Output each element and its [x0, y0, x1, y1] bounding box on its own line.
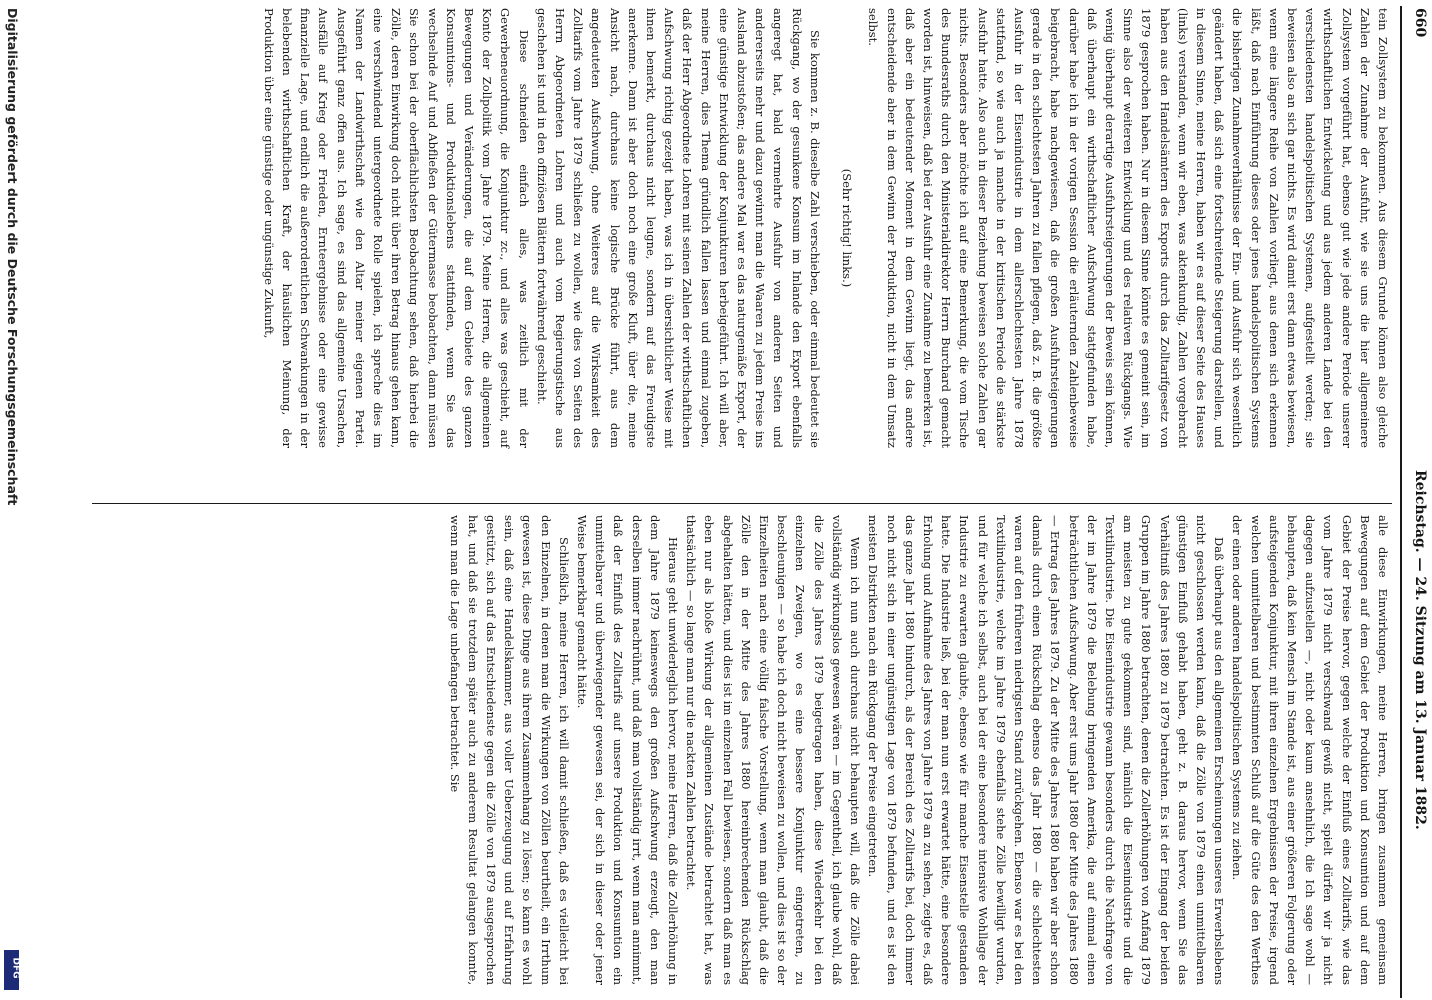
page-title: Reichstag. — 24. Sitzung am 13. Januar 1882. — [1412, 470, 1428, 830]
paragraph: alle diese Einwirkungen, meine Herren, bringen zusammen gemeinsam Bewegungen auf dem Gebiet der Produktion und Konsumtion und auf dem Gebiet der Preise hervor, gegen welche der Einfluß eines Zolltarifs, wie das vom Jahre 1879 nicht verschwand gewiß nicht, spielt dürfen wir ja nicht dagegen aufzustellen —, nicht oder kaum ansehnlich, die Ich sage wohl — behaupten, daß kein Mensch im Stande ist, aus einer größeren Folgerung oder aufsteigenden Konjunktur, mit ihren einzelnen Ergebnissen der Preise, irgend welchen unmittelbaren und bestimmten Schluß auf die Güte des den Werthes der einen oder anderen handelspolitischen Systems zu ziehen. — [1230, 515, 1390, 985]
column-divider — [92, 503, 1392, 504]
page-header — [1406, 0, 1432, 1000]
paragraph: tein Zollsystem zu bekommen. Aus diesem Grunde können also gleiche Zahlen der Zunahme der Ausfuhr, wie sie uns die hier allgemeinere Zollsystem vorgeführt hat, ebenso gut wie jede andere Periode unserer wirthschaftlichen Entwickelung und aus jedem anderen Lande bei den verschiedensten handelspolitischen Systemen, aufgestellt werden; sie beweisen also an sich gar nichts. Es wird damit erst dann etwas bewiesen, wenn eine längere Reihe von Zahlen vorliegt, aus denen sich erkennen läßt, daß nach Einführung dieses oder jenes handelspolitischen Systems die bisherigen Zunahmeverhältnisse der Ein- und Ausfuhr sich wesentlich geändert haben, daß sich eine fortschreitende Steigerung darstellen, und in diesem Sinne, meine Herren, haben wir es auf dieser Seite des Hauses (links) verstanden, wenn wir eben, was aktenkundig, Zahlen vorgebracht haben aus den Handelsämtern des Exports durch das Zolltarifgesetz von 1879 gesprochen haben. Nur in diesem Sinne könnte es gemeint sein, im Sinne also der weiteren Entwicklung und des relativen Rückgangs. Wie wenig überhaupt derartige Ausfuhrsteigerungen der Beweis sein können, daß überhaupt ein wirthschaftlicher Aufschwung stattgefunden habe, darüber habe ich in der vorigen Session die erläuternden Zahlenbeweise beigebracht, habe nachgewiesen, daß die großen Ausfuhrsteigerungen gerade in den schlechtesten Jahren zu fallen pflegen, daß z. B. die größte Ausfuhr in der Eisenindustrie in dem allerschlechtesten Jahre 1878 stattfand, so wie auch ja manche in der kritischen Periode die stärkste Ausfuhr hatte. Also auch in dieser Beziehung beweisen solche Zahlen gar nichts. Besonders aber möchte ich auf eine Bemerkung, die vom Tische des Bundesraths durch den Ministerialdirektor Herrn Burchard gemacht worden ist, hinweisen, daß bei der Ausfuhr eine Zunahme zu bemerken ist, daß aber ein bedeutender Moment in dem Gewinn liegt, das andere entscheidende aber in dem Gewinn der Produktion, nicht in dem Umsatz selbst. — [866, 8, 1390, 448]
footer-text: Digitalisierung gefördert durch die Deutsche Forschungsgemeinschaft — [5, 8, 20, 506]
closing-remark: (Sehr richtig! links.) — [840, 168, 855, 288]
paragraph: Schließlich, meine Herren, ich will damit schließen, daß es vielleicht bei den Einzelnen, in denen man die Wirkungen von Zöllen beurtheilt, ein Irrthum gewesen ist, diese Dinge aus ihrem Zusammenhang zu lösen; so kann es wohl sein, daß eine Handelskammer, aus voller Ueberzeugung und auf Erfahrung gestützt, sich auf das Entschiedenste gegen die Zölle von 1879 ausgesprochen hat, und daß sie trotzdem später auch zu anderem Resultat gelangen konnte, wenn man die Lage unbefangen betrachtet. Sie — [447, 515, 571, 985]
paragraph: Wenn ich nun auch durchaus nicht behaupten will, daß die Zölle dabei vollständig wirkungslos gewesen wären — im Gegentheil, ich glaube wohl, daß die Zölle des Jahres 1879 beigetragen haben, diese Wiederkehr bei den einzelnen Zweigen, wo es eine bessere Konjunktur eingetreten, zu beschleunigen — so habe ich doch nicht beweisen zu wollen, und dies ist so der Einzelheiten nach eine völlig falsche Vorstellung, wenn man glaubt, daß die Zölle den in der Mitte des Jahres 1880 hereinbrechenden Rückschlag abgehalten hätten, und dies ist im einzelnen Fall bewiesen, sondern daß man es eben nur als bloße Wirkung der allgemeinen Zustände betrachtet hat, was thatsächlich — so lange man nur die nackten Zahlen betrachtet. — [684, 515, 863, 985]
paragraph: Daß überhaupt aus den allgemeinen Erscheinungen unseres Erwerbslebens nicht geschlossen werden kann, daß die Zölle von 1879 einen unmittelbaren günstigen Einfluß gehabt haben, geht z. B. daraus hervor, wenn Sie das Verhältniß des Jahres 1880 zu 1879 betrachten. Es ist der Eingang der beiden Gruppen im Jahre 1880 betrachten, denen die Zollerhöhungen von Anfang 1879 am meisten zu gute gekommen sind, nämlich die Eisenindustrie und die Textilindustrie. Die Eisenindustrie gewann besonders durch die Nachfrage von der im Jahre 1879 die Belebung bringenden Amerika, die auf einmal einen beträchtlichen Aufschwung. Aber erst ums Jahr 1880 der Mitte des Jahres 1880 — Ertrag des Jahres 1879. Zu der Mitte des Jahres 1880 haben wir aber schon damals durch einen Rückschlag ebenso das Jahr 1880 — die schlechtesten waren auf den früheren niedrigsten Stand zurückgehen. Ebenso war es bei den Textilindustrie, welche im Jahre 1879 ebenfalls stehe Zölle bewilligt wurden, und für welche ich selbst, auch bei der eine besondere intensive Wohllage der Industrie zu erwarten glaubte, ebenso wie für manche Eisenstelle gestanden hatte. Die Industrie ließ, bei der man nun erst erwartet hätte, eine besondere Erholung und Aufnahme des Jahres von Jahre 1879 an zu sehen, zeigte es, daß das ganze Jahr 1880 hindurch, als der Bereich des Zolltarifs bei, doch immer noch nicht sich in einer ungünstigen Lage von 1879 befunden, und es ist den meisten Distrikten nach ein Rückgang der Preise eingetreten. — [866, 515, 1227, 985]
paragraph: Hieraus geht unwiderleglich hervor, meine Herren, daß die Zollerhöhung in dem Jahre 1879 keineswegs den großen Aufschwung erzeugt, den man derselben immer nachrühmt, und daß man vollständig irrt, wenn man annimmt, daß der Einfluß des Zolltarifs auf unsere Produktion und Konsumtion ein unmittelbarer und überwiegender gewesen sei, der sich in dieser oder jener Weise bemerkbar gemacht hätte. — [575, 515, 681, 985]
dfg-logo: DFG — [4, 950, 19, 990]
digitization-footer — [5, 8, 20, 505]
header-rule — [1400, 6, 1402, 998]
page-number: 660 — [1412, 8, 1428, 38]
paragraph: Sie kommen z. B. dieselbe Zahl verschieben, oder einmal bedeutet sie Rückgang, wo der gesunkene Konsum im Inlande den Export ebenfalls angeregt hat, bald vermehrte Ausfuhr von anderen Seiten und andererseits mehr und dazu gewinnt man die Waaren zu jedem Preise ins Ausland abzustoßen; das andere Mal war es das naturgemäße Export, der eine günstige Entwicklung der Konjunkturen herbeigeführt. Ich will aber, meine Herren, dies Thema gründlich fallen lassen und einmal zugeben, daß der Herr Abgeordnete Lohren mit seinen Zahlen der wirthschaftlichen Aufschwung richtig gezeigt haben, was ich in übersichtlicher Weise mit ihnen bemerkt, durchaus nicht leugne, sondern auf das Freudigste anerkenne. Dann ist aber doch noch eine große Kluft, über die, meine Ansicht nach, durchaus keine logische Brücke führt, aus dem angedeuteten Aufschwung, ohne Weiteres auf die Wirksamkeit des Zolltarifs vom Jahre 1879 schließen zu wollen, wie dies von Seiten des Herrn Abgeordneten Lohren und auch vom Regierungstische aus geschehen ist und in den offiziösen Blättern fortwährend geschieht. — [534, 8, 822, 448]
left-column — [82, 8, 1392, 448]
paragraph: Diese schneiden einfach alles, was zeitlich mit der Gewerbeneuordnung, die Konjunktur zc., und alles was geschieht, auf Konto der Zollpolitik vom Jahre 1879. Meine Herren, die allgemeinen Bewegungen und Veränderungen, die auf dem Gebiete des ganzen Konsumtions- und Produktionslebens stattfinden, wenn Sie das wechselnde Auf und Abfließen der Gütermasse beobachten, dann müssen Sie schon bei der oberflächlichsten Beobachtung sehen, daß hierbei die Zölle, deren Einwirkung doch nicht über ihren Betrag hinaus gehen kann, eine verschwindend untergeordnete Rolle spielen, ich spreche dies im Namen der Landwirthschaft wie den Altar meiner eigenen Partei. Ausgeführt ganz offen aus. Ich sage, es sind das allgemeine Ursachen, Ausfälle auf Krieg oder Frieden, Ernteergebnisse oder eine gewisse finanzielle Lage, und endlich die außerordentlichen Schwankungen in der belebenden wirthschaftlichen Kraft, der häuslichen Meinung, der Produktion über eine günstige oder ungünstige Zukunft, — [261, 8, 531, 448]
right-column — [82, 515, 1392, 985]
